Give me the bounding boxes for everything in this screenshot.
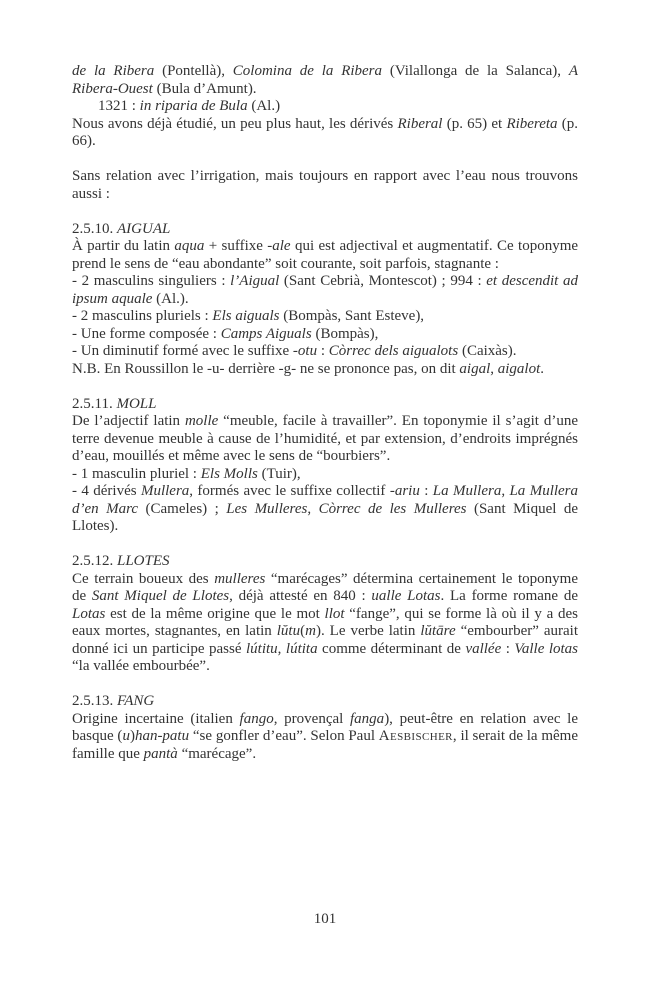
text-run: (Al.).: [152, 290, 189, 307]
blank-line: [72, 536, 578, 554]
text-run: -ariu: [389, 483, 420, 499]
text-run: 2.5.10.: [72, 220, 117, 237]
text-run: 2.5.11.: [72, 395, 117, 412]
text-run: vallée: [465, 640, 502, 657]
text-run: (Bula d’Amunt).: [152, 80, 257, 97]
text-run: (Vilallonga de la Salanca),: [382, 63, 569, 79]
text-run: Valle lotas: [514, 640, 579, 657]
text-run: , provençal: [273, 710, 351, 727]
text-run: (Al.): [247, 98, 281, 114]
text-run: in riparia de Bula: [139, 98, 248, 114]
text-run: et descendit ad ipsum aquale: [72, 273, 578, 307]
blank-line: [72, 203, 578, 221]
text-run: lŭtāre: [420, 623, 456, 639]
text-run: aigalot: [497, 360, 541, 377]
text-run: - 2 masculins singuliers :: [72, 273, 231, 289]
paragraph: [72, 343, 578, 361]
text-run: (p. 65) et: [442, 115, 507, 132]
paragraph: [72, 413, 578, 466]
text-run: llot: [324, 605, 345, 622]
text-run: (Sant Cebrià, Montescot) ; 994 :: [279, 273, 487, 289]
text-run: m: [305, 623, 316, 639]
blank-line: [72, 676, 578, 694]
text-run: AIGUAL: [117, 220, 171, 237]
text-run: :: [419, 483, 433, 499]
text-run: (Sant Miquel de Llotes).: [72, 500, 579, 534]
text-run: qui est adjectival et augmentatif. Ce toponyme prend le sens de “eau abondante” soit courante, soit parfois, stagnante :: [72, 238, 579, 272]
text-run: Ribereta: [506, 115, 558, 132]
text-run: Nous avons déjà étudié, un peu plus haut, les dérivés: [72, 115, 398, 132]
text-run: Origine incertaine (italien: [72, 710, 240, 727]
text-run: .: [540, 360, 545, 377]
text-run: ,: [277, 640, 286, 657]
paragraph: [72, 63, 578, 98]
paragraph: [72, 483, 578, 536]
text-run: (: [300, 623, 306, 639]
text-run: pantà: [143, 745, 178, 762]
text-run: “fange”, qui se forme là où il y a des eaux mortes, stagnantes, en latin: [72, 605, 579, 639]
paragraph: [72, 326, 578, 344]
text-run: comme déterminant de: [317, 640, 466, 657]
text-run: (Pontellà),: [154, 63, 233, 79]
text-run: , il serait de la même famille que: [72, 728, 579, 762]
text-run: , déjà attesté en 840 :: [229, 588, 372, 604]
text-run: aigal: [459, 360, 491, 377]
text-run: “la vallée embourbée”.: [72, 658, 210, 674]
blank-line: [72, 151, 578, 169]
section-heading: [72, 396, 578, 414]
text-run: (Tuir),: [257, 465, 301, 482]
text-run: u: [122, 728, 130, 744]
section-heading: [72, 553, 578, 571]
text-run: Els aiguals: [212, 308, 280, 324]
text-run: , formés avec le suffixe collectif: [189, 483, 390, 499]
paragraph: [72, 571, 578, 676]
text-run: “embourber” aurait donné ici un participe passé: [72, 623, 578, 657]
text-run: 2.5.12.: [72, 553, 117, 569]
paragraph: [72, 238, 578, 273]
page-number: 101: [313, 911, 337, 927]
text-run: “marécages” détermina certainement le toponyme de: [72, 570, 578, 604]
text-run: À partir du latin: [72, 238, 175, 254]
text-run: Sans relation avec l’irrigation, mais toujours en rapport avec l’eau nous trouvons aussi :: [72, 168, 578, 202]
section-heading: [72, 221, 578, 239]
paragraph: [72, 361, 578, 379]
text-run: Còrrec de les Mulleres: [318, 500, 467, 517]
text-run: ), peut-être en relation avec le basque (: [72, 710, 579, 744]
text-run: La Mullera: [432, 483, 502, 499]
text-run: l’Aigual: [230, 273, 280, 289]
text-run: Riberal: [397, 115, 443, 132]
text-run: De l’adjectif latin: [72, 413, 185, 429]
paragraph: [72, 168, 578, 203]
text-run: (p. 66).: [72, 115, 578, 149]
text-run: - Une forme composée :: [72, 325, 221, 342]
paragraph: [72, 308, 578, 326]
text-run: ,: [307, 500, 319, 517]
text-run: Les Mulleres: [226, 500, 308, 517]
text-run: “meuble, facile à travailler”. En toponymie il s’agit d’une terre devenue meuble à cause de l’humidité, et par extension, d’endroits imprégnés d’eau, mouillés et même avec le sens de “bourbiers”.: [72, 413, 578, 464]
text-run: ): [129, 728, 135, 744]
text-run: “marécage”.: [177, 745, 257, 762]
text-run: - 4 dérivés: [72, 483, 141, 499]
text-run: lŭtu: [276, 623, 301, 639]
text-run: (Caixàs).: [458, 343, 517, 359]
text-run: + suffixe: [204, 238, 268, 254]
text-run: N.B. En Roussillon le -u- derrière -g- ne se prononce pas, on dit: [72, 360, 460, 377]
blank-line: [72, 378, 578, 396]
text-run: (Bompàs),: [311, 325, 379, 342]
text-run: MOLL: [116, 395, 157, 412]
text-run: :: [317, 343, 329, 359]
text-run: Còrrec dels aigualots: [328, 343, 459, 359]
text-run: -otu: [292, 343, 318, 359]
text-run: - 2 masculins pluriels :: [72, 308, 213, 324]
text-run: LLOTES: [117, 553, 170, 569]
text-run: ,: [501, 483, 510, 499]
text-run: (Bompàs, Sant Esteve),: [279, 308, 425, 324]
text-run: Sant Miquel de Llotes: [91, 588, 230, 604]
text-run: ,: [490, 360, 498, 377]
text-run: fanga: [350, 710, 385, 727]
paragraph: [72, 98, 578, 116]
text-run: ). Le verbe latin: [315, 623, 421, 639]
text-run: “se gonfler d’eau”. Selon Paul: [189, 728, 379, 744]
text-run: Aesbischer: [378, 728, 453, 744]
text-run: Colomina de la Ribera: [232, 63, 383, 79]
text-run: de la Ribera: [72, 63, 155, 79]
text-run: est de la même origine que le mot: [105, 605, 325, 622]
text-run: :: [501, 640, 515, 657]
text-run: FANG: [117, 693, 155, 709]
text-run: han-patu: [134, 728, 190, 744]
text-run: Lotas: [72, 605, 106, 622]
text-run: aqua: [174, 238, 205, 254]
section-heading: [72, 693, 578, 711]
paragraph: [72, 116, 578, 151]
text-run: mulleres: [214, 570, 266, 587]
paragraph: [72, 466, 578, 484]
text-run: fango: [239, 710, 274, 727]
text-run: - 1 masculin pluriel :: [72, 465, 201, 482]
text-run: lútitu: [246, 640, 278, 657]
paragraph: [72, 273, 578, 308]
text-run: ualle Lotas: [371, 588, 441, 604]
document-body: [72, 63, 578, 763]
text-run: molle: [184, 413, 219, 429]
text-run: lútita: [285, 640, 318, 657]
text-run: Mullera: [140, 483, 190, 499]
text-run: 2.5.13.: [72, 693, 117, 709]
text-run: A Ribera-Ouest: [72, 63, 579, 97]
text-run: Ce terrain boueux des: [72, 570, 215, 587]
text-run: -ale: [267, 238, 291, 254]
text-run: 1321 :: [98, 98, 140, 114]
text-run: . La forme romane de: [440, 588, 578, 604]
text-run: Els Molls: [200, 465, 258, 482]
text-run: La Mullera d’en Marc: [72, 483, 579, 517]
text-run: - Un diminutif formé avec le suffixe: [72, 343, 293, 359]
text-run: (Cameles) ;: [138, 500, 227, 517]
paragraph: [72, 711, 578, 764]
text-run: Camps Aiguals: [220, 325, 312, 342]
